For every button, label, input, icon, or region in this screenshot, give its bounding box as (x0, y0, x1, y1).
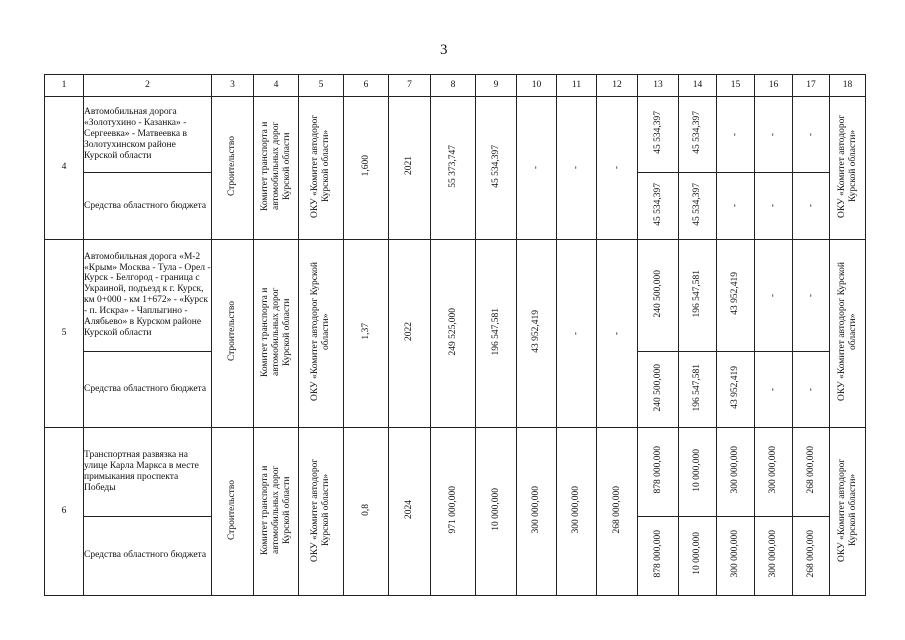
object-name: Автомобильная дорога «Золотухино - Казанка» - Сергеевка» - Матвеевка в Золотухинском районе Курской области (84, 97, 212, 173)
table-row (45, 428, 866, 516)
amount-col14: 196 547,581 (692, 363, 703, 412)
year-value: 2024 (404, 500, 415, 520)
executor: ОКУ «Комитет автодорог Курской области» (310, 114, 331, 218)
header-cell: 18 (830, 75, 866, 97)
amount-col15: 300 000,000 (730, 530, 741, 578)
row-number: 4 (45, 97, 84, 240)
amount-col17: - (805, 204, 816, 208)
page-number: 3 (440, 42, 448, 58)
amount-col9: 45 534,397 (490, 144, 501, 188)
source-label: Средства областного бюджета (84, 173, 212, 239)
amount-col13: 240 500,000 (652, 269, 663, 318)
table-row (45, 97, 866, 173)
amount-col13: 240 500,000 (652, 363, 663, 412)
header-cell: 13 (638, 75, 679, 97)
work-type: Строительство (227, 301, 238, 362)
table-row (45, 239, 866, 351)
header-cell: 5 (299, 75, 344, 97)
amount-col15: - (730, 133, 741, 137)
amount-col13: 878 000,000 (652, 530, 663, 578)
header-cell: 17 (793, 75, 830, 97)
amount-col15: 300 000,000 (730, 446, 741, 494)
header-row (45, 75, 866, 97)
header-cell: 11 (557, 75, 597, 97)
object-name: Транспортная развязка на улице Карла Маркса в месте примыкания проспекта Победы (84, 428, 212, 516)
source-label: Средства областного бюджета (84, 352, 212, 428)
amount-col12: - (611, 331, 622, 335)
amount-col14: 10 000,000 (692, 532, 703, 576)
amount-col16: 300 000,000 (768, 530, 779, 578)
amount-col13: 45 534,397 (652, 182, 663, 226)
amount-col12: - (611, 166, 622, 170)
year-value: 2022 (404, 322, 415, 341)
responsible: ОКУ «Комитет автодорог Курской области» (836, 458, 858, 562)
header-cell: 3 (212, 75, 254, 97)
amount-col12: 268 000,000 (611, 485, 622, 534)
header-cell: 4 (254, 75, 299, 97)
cost-value: 55 373,747 (447, 144, 458, 188)
header-cell: 7 (389, 75, 431, 97)
amount-col10: 43 952,419 (531, 310, 542, 353)
header-cell: 2 (84, 75, 212, 97)
header-cell: 16 (755, 75, 793, 97)
length-value: 1,600 (360, 155, 371, 177)
amount-col10: - (531, 166, 542, 170)
work-type: Строительство (227, 479, 238, 540)
header-cell: 12 (597, 75, 638, 97)
header-cell: 10 (517, 75, 557, 97)
amount-col11: - (571, 331, 582, 335)
row-number: 5 (45, 239, 84, 428)
customer: Комитет транспорта и автомобильных дорог Курской области (259, 121, 292, 211)
executor: ОКУ «Комитет автодорог Курской области» (310, 458, 331, 562)
amount-col17: 268 000,000 (805, 530, 816, 578)
amount-col17: 268 000,000 (805, 446, 816, 494)
cost-value: 971 000,000 (447, 485, 458, 534)
amount-col9: 196 547,581 (490, 307, 501, 356)
amount-col14: 45 534,397 (692, 111, 703, 155)
header-cell: 9 (476, 75, 517, 97)
length-value: 0,8 (360, 503, 371, 516)
amount-col9: 10 000,000 (490, 488, 501, 532)
amount-col17: - (805, 133, 816, 137)
amount-col13: 45 534,397 (652, 111, 663, 155)
amount-col15: 43 952,419 (730, 366, 741, 410)
amount-col15: - (730, 204, 741, 208)
executor: ОКУ «Комитет автодорог Курской области» (310, 262, 331, 401)
responsible: ОКУ «Комитет автодорог Курской области» (836, 114, 858, 218)
length-value: 1,37 (360, 323, 371, 340)
amount-col16: - (768, 204, 779, 208)
object-name: Автомобильная дорога «М-2 «Крым» Москва - Тула - Орел - Курск - Белгород - граница с Украиной, подъезд к г. Курск, км 0+000 - км 1+672» - «Курск - п. Искра» - Чаплыгино - Алябьево» в Курском районе Курской области (84, 239, 212, 351)
work-type: Строительство (227, 135, 238, 196)
amount-col16: - (768, 293, 779, 297)
amount-col14: 196 547,581 (692, 269, 703, 318)
amount-col16: - (768, 133, 779, 137)
header-cell: 8 (431, 75, 476, 97)
amount-col17: - (805, 293, 816, 297)
amount-col13: 878 000,000 (652, 446, 663, 494)
amount-col14: 45 534,397 (692, 182, 703, 226)
amount-col16: - (768, 388, 779, 392)
amount-col17: - (805, 388, 816, 392)
header-cell: 6 (344, 75, 389, 97)
amount-col14: 10 000,000 (692, 448, 703, 492)
projects-table (44, 74, 866, 596)
year-value: 2021 (404, 156, 415, 176)
amount-col16: 300 000,000 (768, 446, 779, 494)
header-cell: 15 (717, 75, 755, 97)
header-cell: 14 (679, 75, 717, 97)
cost-value: 249 525,000 (447, 307, 458, 356)
amount-col15: 43 952,419 (730, 271, 741, 315)
amount-col10: 300 000,000 (531, 485, 542, 534)
customer: Комитет транспорта и автомобильных дорог Курской области (259, 286, 292, 377)
header-cell: 1 (45, 75, 84, 97)
amount-col11: - (571, 166, 582, 170)
row-number: 6 (45, 428, 84, 596)
amount-col11: 300 000,000 (571, 485, 582, 534)
customer: Комитет транспорта и автомобильных дорог Курской области (259, 465, 292, 555)
responsible: ОКУ «Комитет автодорог Курской области» (836, 262, 858, 401)
source-label: Средства областного бюджета (84, 516, 212, 595)
